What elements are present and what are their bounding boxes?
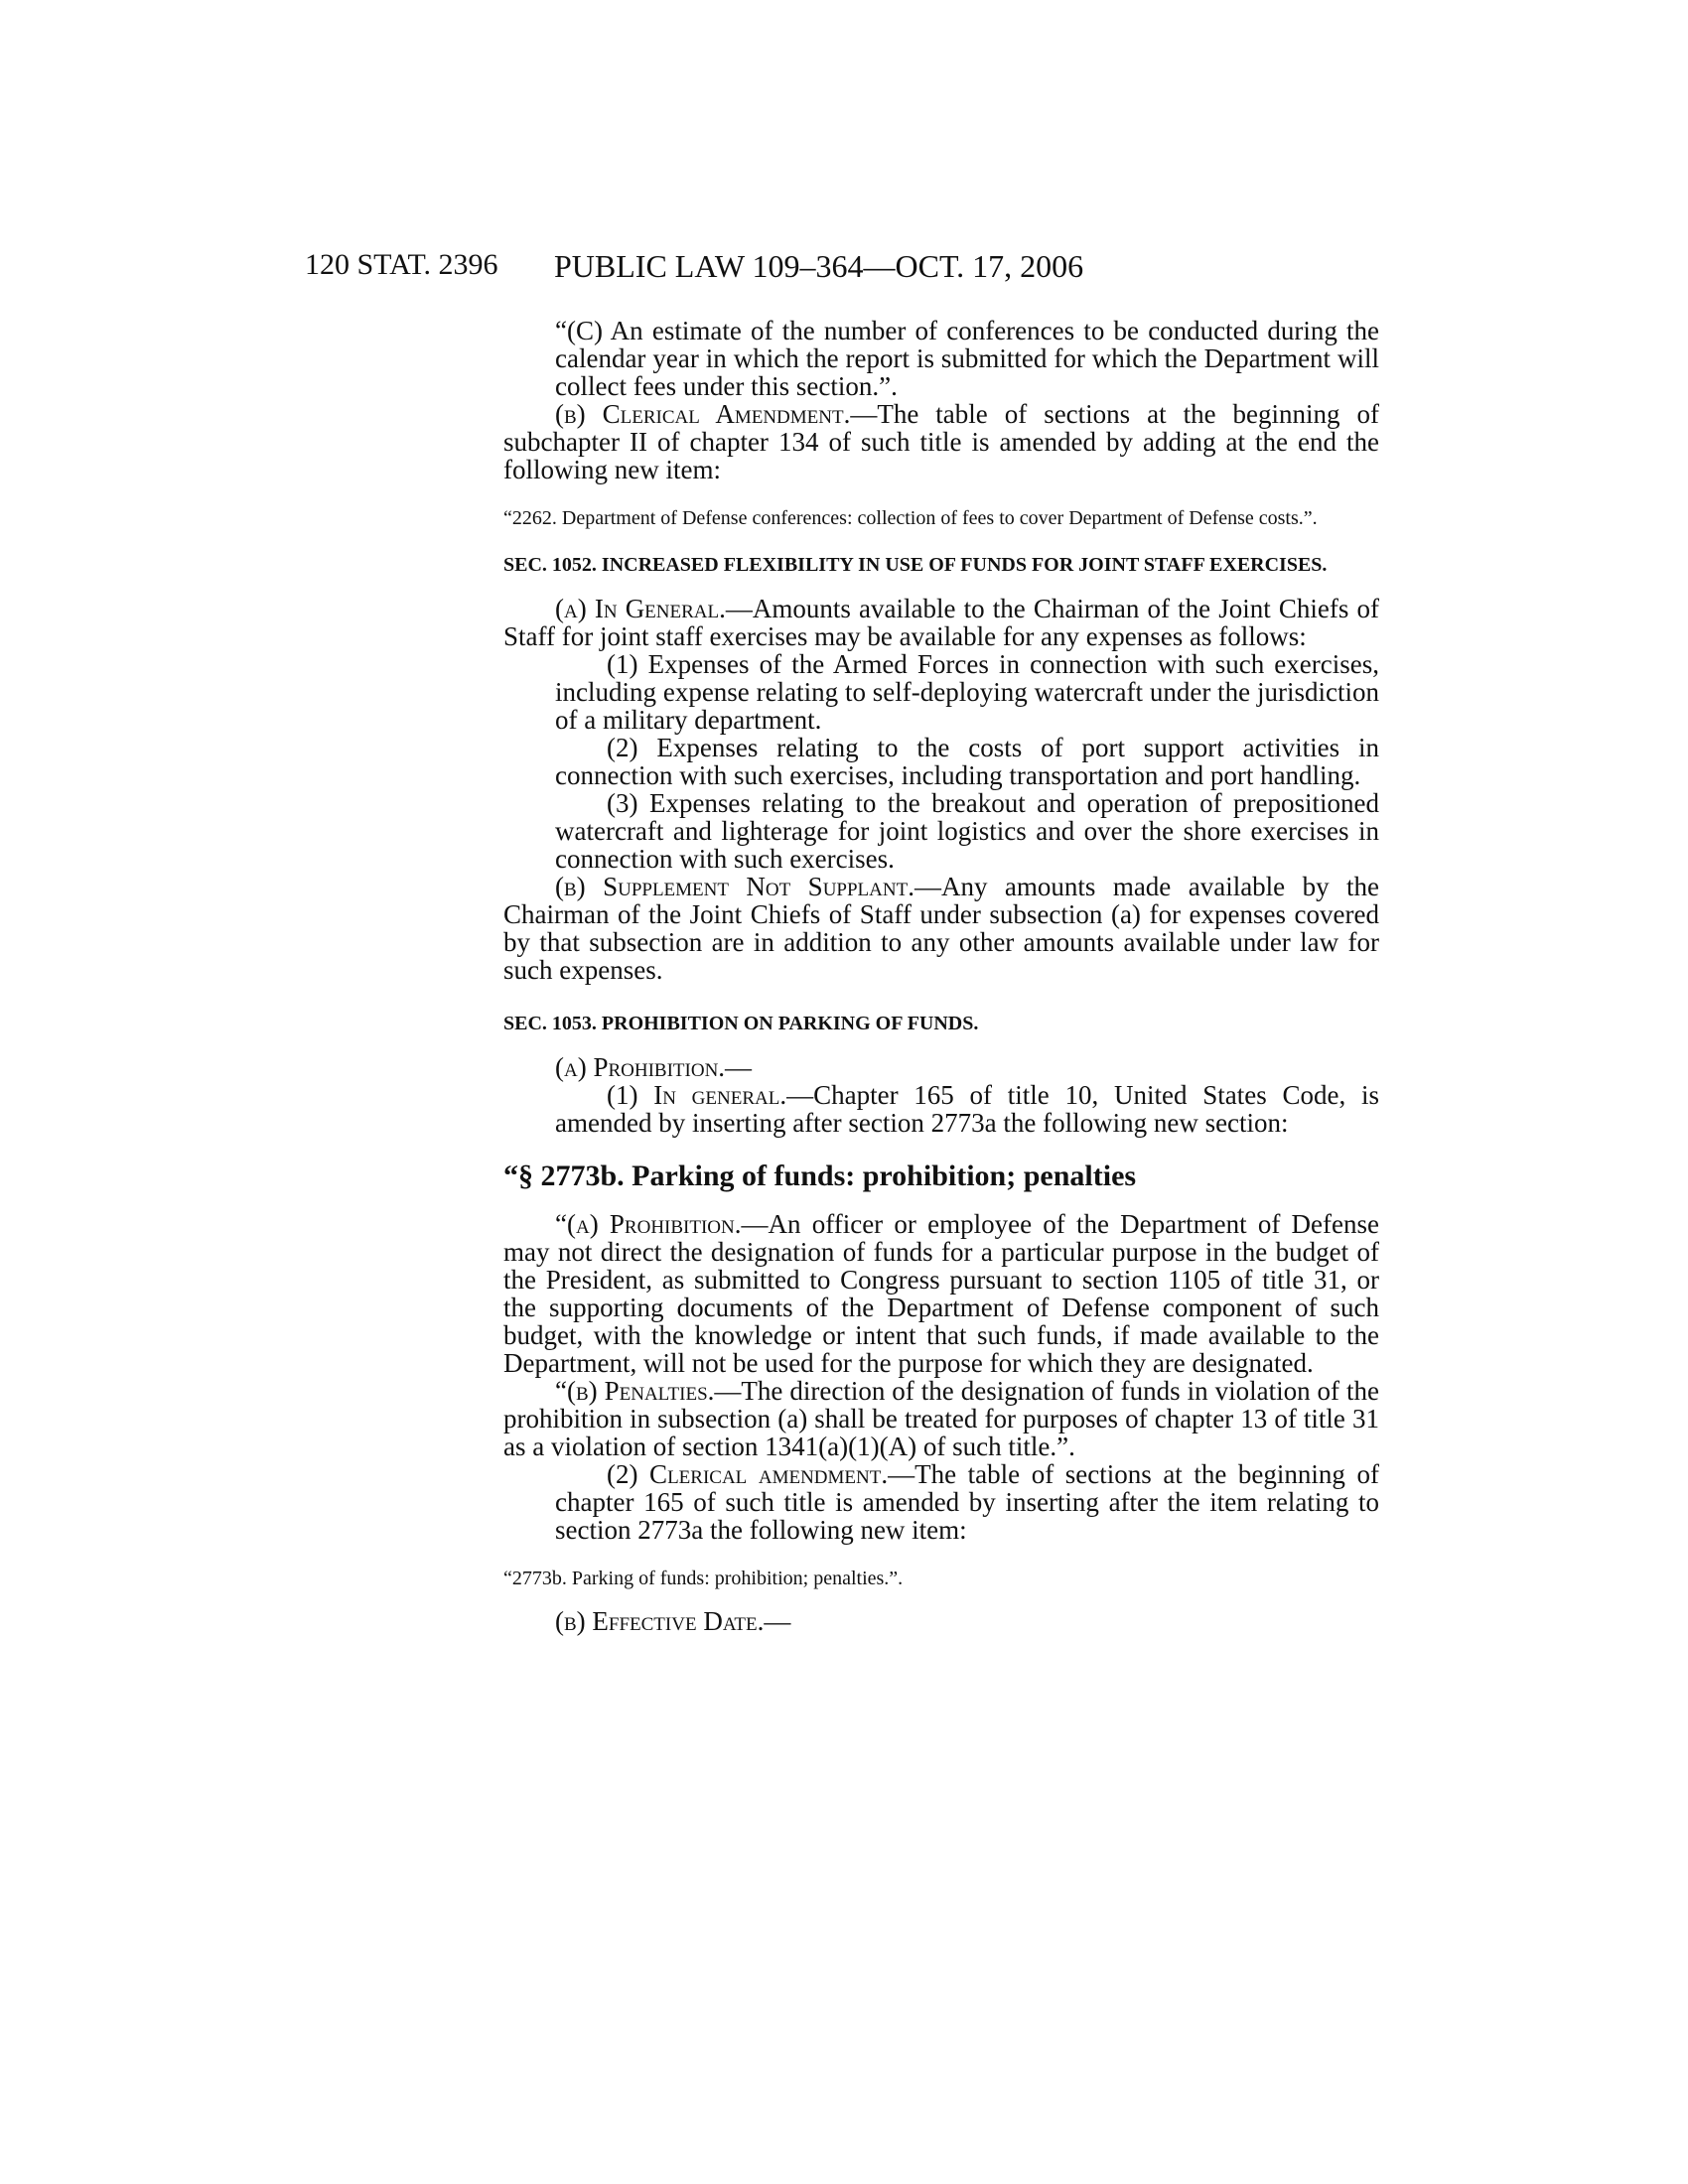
paragraph-b-supplement-text: —Any amounts made available by the Chairman of the Joint Chiefs of Staff under subsection (a) for expenses covered by that subsection are in addition to any other amounts available under law for such expenses. (503, 872, 1380, 985)
paragraph-b-clerical-text: —The table of sections at the beginning of subchapter II of chapter 134 of such title is amended by adding at the end the following new item: (503, 399, 1379, 484)
statute-reference: 120 STAT. 2396 (305, 248, 498, 281)
paragraph-quoted-a-text: —An officer or employee of the Department of Defense may not direct the designation of funds for a particular purpose in the budget of the President, as submitted to Congress pursuant to section 1105 of title 31, or the supporting documents of the Department of Defense component of such budget, with the knowledge or intent that such funds, if made available to the Department, will not be used for the purpose for which they are designated. (503, 1209, 1379, 1378)
paragraph-quoted-b-text: —The direction of the designation of funds in violation of the prohibition in subsection (a) shall be treated for purposes of chapter 13 of title 31 as a violation of section 1341(a)(1)(A) of such title.”. (503, 1376, 1380, 1461)
paragraph-2-clerical-heading: (2) Clerical amendment. (607, 1459, 889, 1489)
paragraph-2-clerical-text: —The table of sections at the beginning of chapter 165 of such title is amended by inserting after the item relating to section 2773a the following new item: (555, 1459, 1379, 1545)
paragraph-c-estimate: “(C) An estimate of the number of conferences to be conducted during the calendar year in which the report is submitted for which the Department will collect fees under this section.”. (555, 316, 1379, 401)
section-1053-title: SEC. 1053. PROHIBITION ON PARKING OF FUNDS. (503, 1013, 979, 1034)
paragraph-a-general (503, 595, 1379, 650)
paragraph-b-supplement-heading: (b) Supplement Not Supplant. (555, 872, 914, 901)
paragraph-quoted-a-prohibition (503, 1210, 1379, 1377)
page-header (0, 248, 1688, 288)
paragraph-b-effective-date: (b) Effective Date.— (555, 1606, 791, 1636)
paragraph-2-expenses: (2) Expenses relating to the costs of port support activities in connection with such exercises, including transportation and port handling. (555, 733, 1379, 790)
paragraph-b-supplement (503, 873, 1379, 984)
section-1052-title: SEC. 1052. INCREASED FLEXIBILITY IN USE OF FUNDS FOR JOINT STAFF EXERCISES. (503, 554, 1328, 576)
paragraph-1-expenses: (1) Expenses of the Armed Forces in connection with such exercises, including expense relating to self-deploying watercraft under the jurisdiction of a military department. (555, 649, 1379, 735)
paragraph-quoted-a-heading: “(a) Prohibition. (555, 1209, 742, 1239)
section-2773b-heading: “§ 2773b. Parking of funds: prohibition; penalties (503, 1160, 1137, 1192)
paragraph-2-clerical (503, 1460, 1379, 1544)
running-title: PUBLIC LAW 109–364—OCT. 17, 2006 (554, 248, 1084, 284)
table-item-2262: “2262. Department of Defense conferences: collection of fees to cover Department of Defense costs.”. (503, 507, 1318, 529)
paragraph-a-prohibition: (a) Prohibition.— (555, 1052, 753, 1082)
paragraph-3-expenses: (3) Expenses relating to the breakout and operation of prepositioned watercraft and lighterage for joint logistics and over the shore exercises in connection with such exercises. (555, 788, 1379, 874)
paragraph-1-in-general-heading: (1) In general. (607, 1080, 787, 1110)
paragraph-a-general-heading: (a) In General. (555, 594, 726, 623)
paragraph-1-in-general (503, 1081, 1379, 1137)
paragraph-b-clerical-heading: (b) Clerical Amendment. (555, 399, 851, 429)
table-item-2773b: “2773b. Parking of funds: prohibition; penalties.”. (503, 1568, 904, 1589)
page-body (503, 317, 1379, 1635)
paragraph-1-in-general-text: —Chapter 165 of title 10, United States Code, is amended by inserting after section 2773a the following new section: (555, 1080, 1379, 1138)
paragraph-quoted-b-heading: “(b) Penalties. (555, 1376, 715, 1406)
paragraph-b-clerical (503, 400, 1379, 483)
paragraph-a-general-text: —Amounts available to the Chairman of the Joint Chiefs of Staff for joint staff exercises may be available for any expenses as follows: (503, 594, 1379, 651)
paragraph-quoted-b-penalties (503, 1377, 1379, 1460)
